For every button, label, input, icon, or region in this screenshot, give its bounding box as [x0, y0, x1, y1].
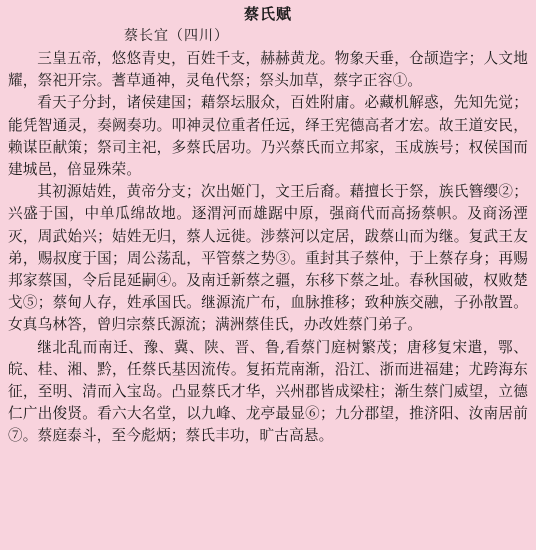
paragraph-3: 其初源姞姓，黄帝分支；次出姬门，文王后裔。藉擅长于祭，族氏簪缨②；兴盛于国，中单瓜绵故地。逐渭河而雄踞中原，强商代而高扬蔡帜。及商汤湮灭，周武始兴；姞姓无归，蔡人远徙。涉蔡河以定居，跋蔡山而为继。复武王友弟，赐叔度于国；周公荡乱，平管蔡之势③。重封其子蔡仲，于上蔡存身；再赐邦家蔡国，令后昆延嗣④。及南迁新蔡之疆，东移下蔡之址。春秋国破，权败楚戈⑤；蔡甸人存，姓承国氏。继源流广布，血脉推移；致种族交融，子孙散置。女真乌林答，曾归宗蔡氏源流；满洲蔡佳氏，办改姓蔡门弟子。 [8, 183, 528, 334]
paragraph-1: 三皇五帝，悠悠青史，百姓千支，赫赫黄龙。物象天垂，仓颉造字；人文地耀，祭祀开宗。蓍草通神，灵龟代祭；祭头加草，蔡字正容①。 [8, 50, 528, 90]
paragraph-4: 继北乱而南迁、豫、冀、陕、晋、鲁,看蔡门庭树繁茂；唐移复宋遣，鄂、皖、桂、湘、黔，任蔡氏基因流传。复拓荒南渐，沿江、浙而进福建；尤跨海东征，至明、清而入宝岛。凸显蔡氏才华，兴州郡皆成梁柱；渐生蔡门威望，立德仁广出俊贤。看六大名堂，以九峰、龙亭最显⑥；九分郡望，推济阳、汝南居前⑦。蔡庭泰斗，至今彪炳；蔡氏丰功，旷古高悬。 [8, 338, 528, 445]
paragraph-2: 看天子分封，诸侯建国；藉祭坛服众，百姓附庸。必藏机解惑，先知先觉；能凭智通灵，奏阙奏功。叩神灵位重者任远，绎王宪德高者才宏。故王道安民，赖谋臣献策；祭司主祀，多蔡氏居功。乃兴蔡氏而立邦家，玉成族号；权侯国而建城邑，倍显殊荣。 [8, 94, 528, 179]
author-line: 蔡长宜（四川） [124, 28, 229, 44]
document-title: 蔡氏赋 [243, 5, 292, 23]
